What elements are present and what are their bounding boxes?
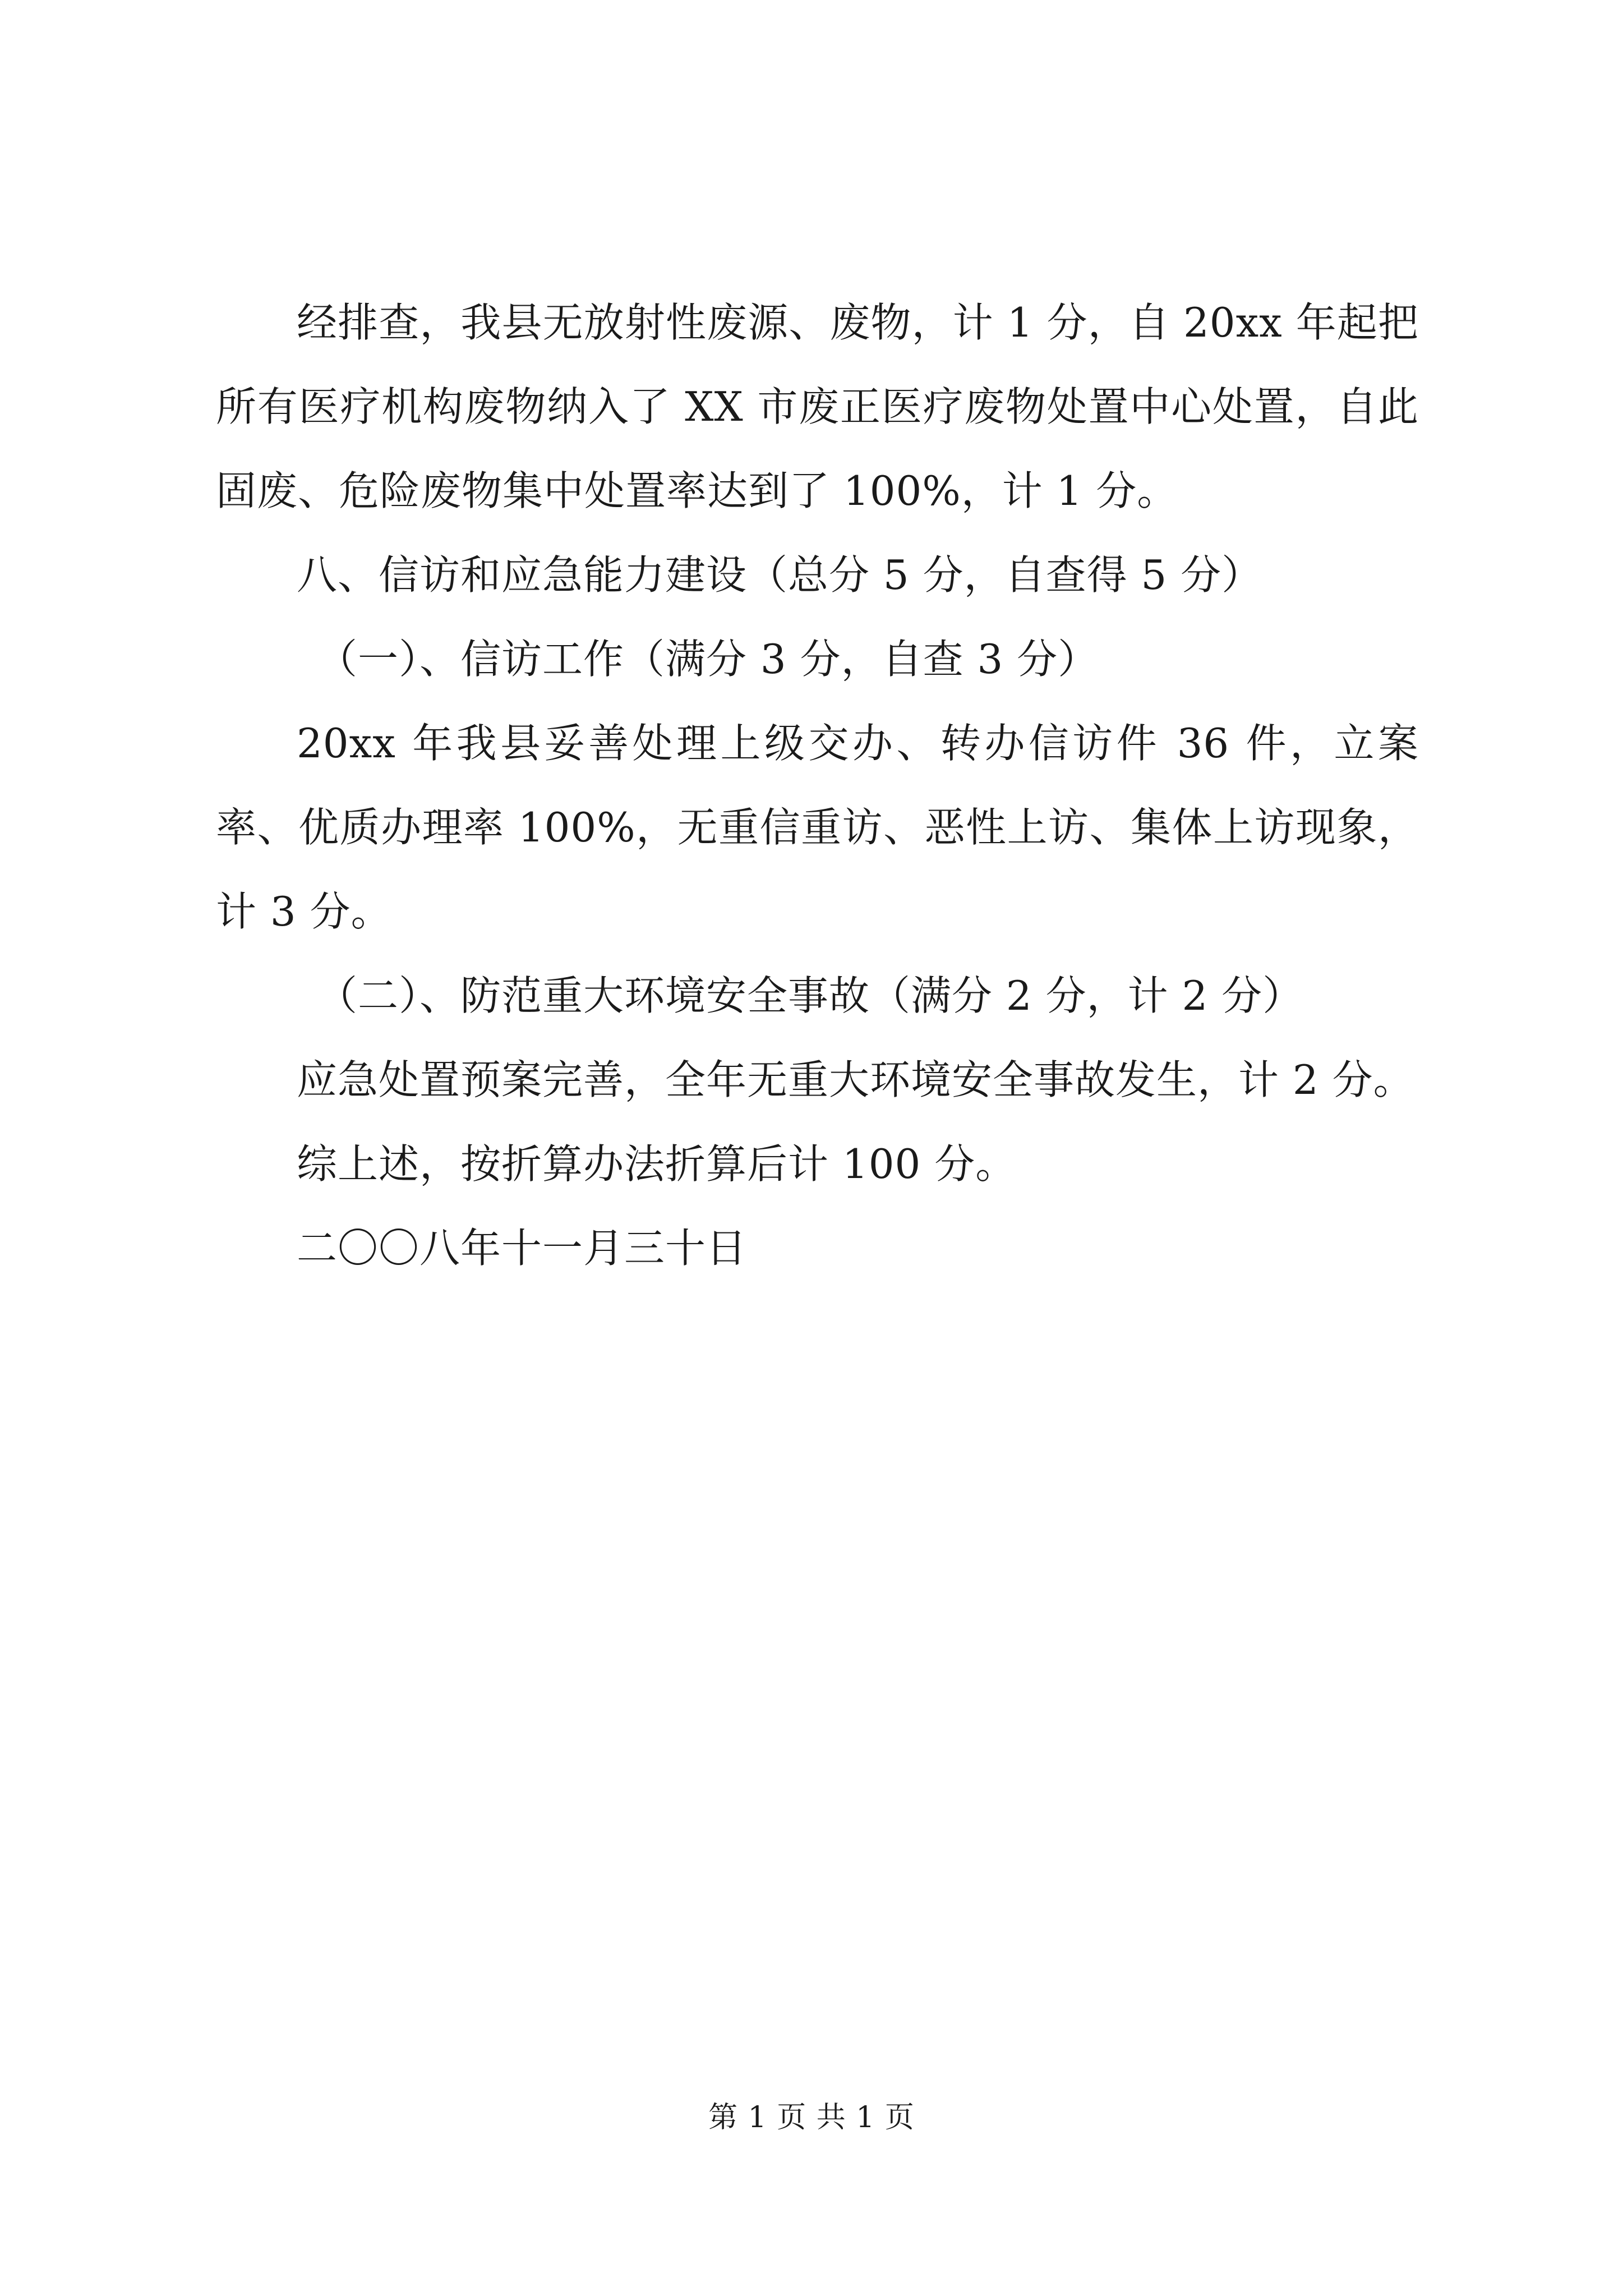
document-date: 二〇〇八年十一月三十日 — [297, 1225, 748, 1272]
page-footer — [0, 2101, 1623, 2134]
paragraph-emergency-plan: 应急处置预案完善，全年无重大环境安全事故发生，计 2 分。 — [297, 1056, 1414, 1103]
subheading-petition-work: （一）、信访工作（满分 3 分，自查 3 分） — [317, 636, 1099, 683]
paragraph-petition-details: 20xx 年我县妥善处理上级交办、转办信访件 36 件，立案率、优质办理率 100%，无重信重访、恶性上访、集体上访现象，计 3 分。 — [216, 720, 1419, 935]
page-number-label: 第 1 页 共 1 页 — [708, 2101, 915, 2134]
document-body — [216, 280, 1419, 1290]
paragraph-summary: 综上述，按折算办法折算后计 100 分。 — [297, 1140, 1017, 1188]
subheading-accident-prevention: （二）、防范重大环境安全事故（满分 2 分，计 2 分） — [317, 972, 1304, 1019]
paragraph-waste-disposal: 经排查，我县无放射性废源、废物，计 1 分，自 20xx 年起把所有医疗机构废物纳入了 XX 市废正医疗废物处置中心处置，自此固废、危险废物集中处置率达到了 100%，计 1 分。 — [216, 299, 1419, 514]
heading-section-8: 八、信访和应急能力建设（总分 5 分，自查得 5 分） — [297, 551, 1263, 599]
